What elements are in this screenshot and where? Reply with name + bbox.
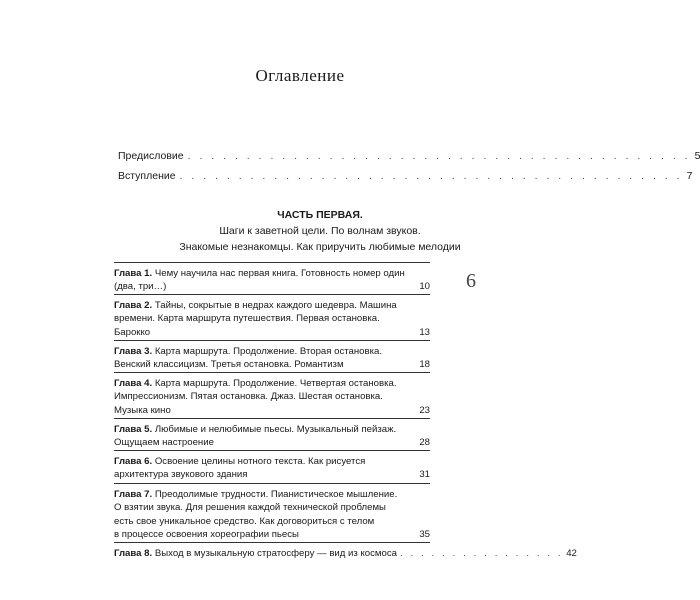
toc-chapter-2[interactable] — [114, 294, 430, 339]
chapter-title-line: Чему научила нас первая книга. Готовность номер один — [154, 268, 405, 279]
chapter-title-line: есть свое уникальное средство. Как договориться с телом — [114, 515, 375, 527]
chapter-title-line: Карта маршрута. Продолжение. Четвертая остановка. — [154, 378, 397, 389]
toc-chapter-1[interactable] — [114, 262, 430, 294]
chapter-number: Глава 8. — [114, 548, 153, 559]
chapter-title-line: Ощущаем настроение — [114, 437, 214, 449]
chapter-page: 28 — [419, 437, 430, 449]
chapter-title-line: Венский классицизм. Третья остановка. Романтизм — [114, 359, 344, 371]
leader-dots: . . . . . . . . . . . . . . . . — [399, 548, 564, 559]
toc-entry-label: Вступление — [118, 170, 176, 182]
chapter-title-line: (два, три…) — [114, 281, 167, 293]
chapter-title-line: Освоение целины нотного текста. Как рисуется — [154, 456, 366, 467]
chapter-number: Глава 4. — [114, 378, 153, 389]
chapter-page: 23 — [419, 404, 430, 416]
part-heading: ЧАСТЬ ПЕРВАЯ. — [277, 209, 363, 221]
chapter-page: 18 — [419, 359, 430, 371]
chapter-page: 35 — [419, 528, 430, 540]
chapter-title-line: О взятии звука. Для решения каждой технической проблемы — [114, 502, 386, 514]
chapter-title-line: Карта маршрута. Продолжение. Вторая остановка. — [154, 346, 383, 357]
chapter-number: Глава 5. — [114, 424, 153, 435]
page-number-glyph: 6 — [466, 270, 476, 292]
toc-chapter-3[interactable] — [114, 340, 430, 372]
chapter-title-line: архитектура звукового здания — [114, 469, 248, 481]
part-heading-block — [160, 207, 480, 255]
chapter-title-line: Любимые и нелюбимые пьесы. Музыкальный пейзаж. — [154, 424, 397, 435]
toc-chapter-5[interactable] — [114, 418, 430, 450]
chapter-page: 42 — [566, 548, 577, 559]
toc-chapter-7[interactable] — [114, 483, 430, 541]
page-title: Оглавление — [255, 66, 345, 85]
chapter-page: 10 — [419, 281, 430, 293]
leader-dots: . . . . . . . . . . . . . . . . . . . . . . . . . . . . . . . . . . . . . . . . . . . — [179, 170, 683, 182]
chapter-page: 31 — [419, 469, 430, 481]
chapter-title-line: Импрессионизм. Пятая остановка. Джаз. Шестая остановка. — [114, 391, 383, 403]
chapter-title-line: Тайны, сокрытые в недрах каждого шедевра. Машина — [154, 300, 397, 311]
chapter-number: Глава 6. — [114, 456, 153, 467]
toc-chapter-4[interactable] — [114, 372, 430, 417]
toc-chapter-6[interactable] — [114, 450, 430, 482]
chapter-page: 13 — [419, 326, 430, 338]
toc-entry-introduction[interactable] — [118, 170, 693, 182]
leader-dots: . . . . . . . . . . . . . . . . . . . . . . . . . . . . . . . . . . . . . . . . . . . — [187, 150, 691, 162]
chapter-title-line: Выход в музыкальную стратосферу — вид из космоса — [154, 548, 397, 559]
chapter-number: Глава 3. — [114, 346, 153, 357]
toc-entry-preface[interactable] — [118, 150, 700, 162]
chapter-number: Глава 2. — [114, 300, 153, 311]
chapter-number: Глава 1. — [114, 268, 153, 279]
toc-entry-page: 7 — [686, 170, 693, 182]
chapter-title-line: времени. Карта маршрута путешествия. Первая остановка. — [114, 313, 380, 325]
part-subtitle-line: Знакомые незнакомцы. Как приручить любимые мелодии — [179, 241, 461, 253]
chapter-title-line: Музыка кино — [114, 404, 171, 416]
chapter-title-line: в процессе освоения хореографии пьесы — [114, 528, 299, 540]
chapter-title-line: Барокко — [114, 326, 151, 338]
toc-entry-label: Предисловие — [118, 150, 184, 162]
chapter-number: Глава 7. — [114, 489, 153, 500]
chapter-title-line: Преодолимые трудности. Пианистическое мышление. — [154, 489, 398, 500]
part-subtitle-line: Шаги к заветной цели. По волнам звуков. — [219, 225, 421, 237]
toc-entry-page: 5 — [694, 150, 700, 162]
toc-chapter-8[interactable] — [114, 542, 577, 560]
